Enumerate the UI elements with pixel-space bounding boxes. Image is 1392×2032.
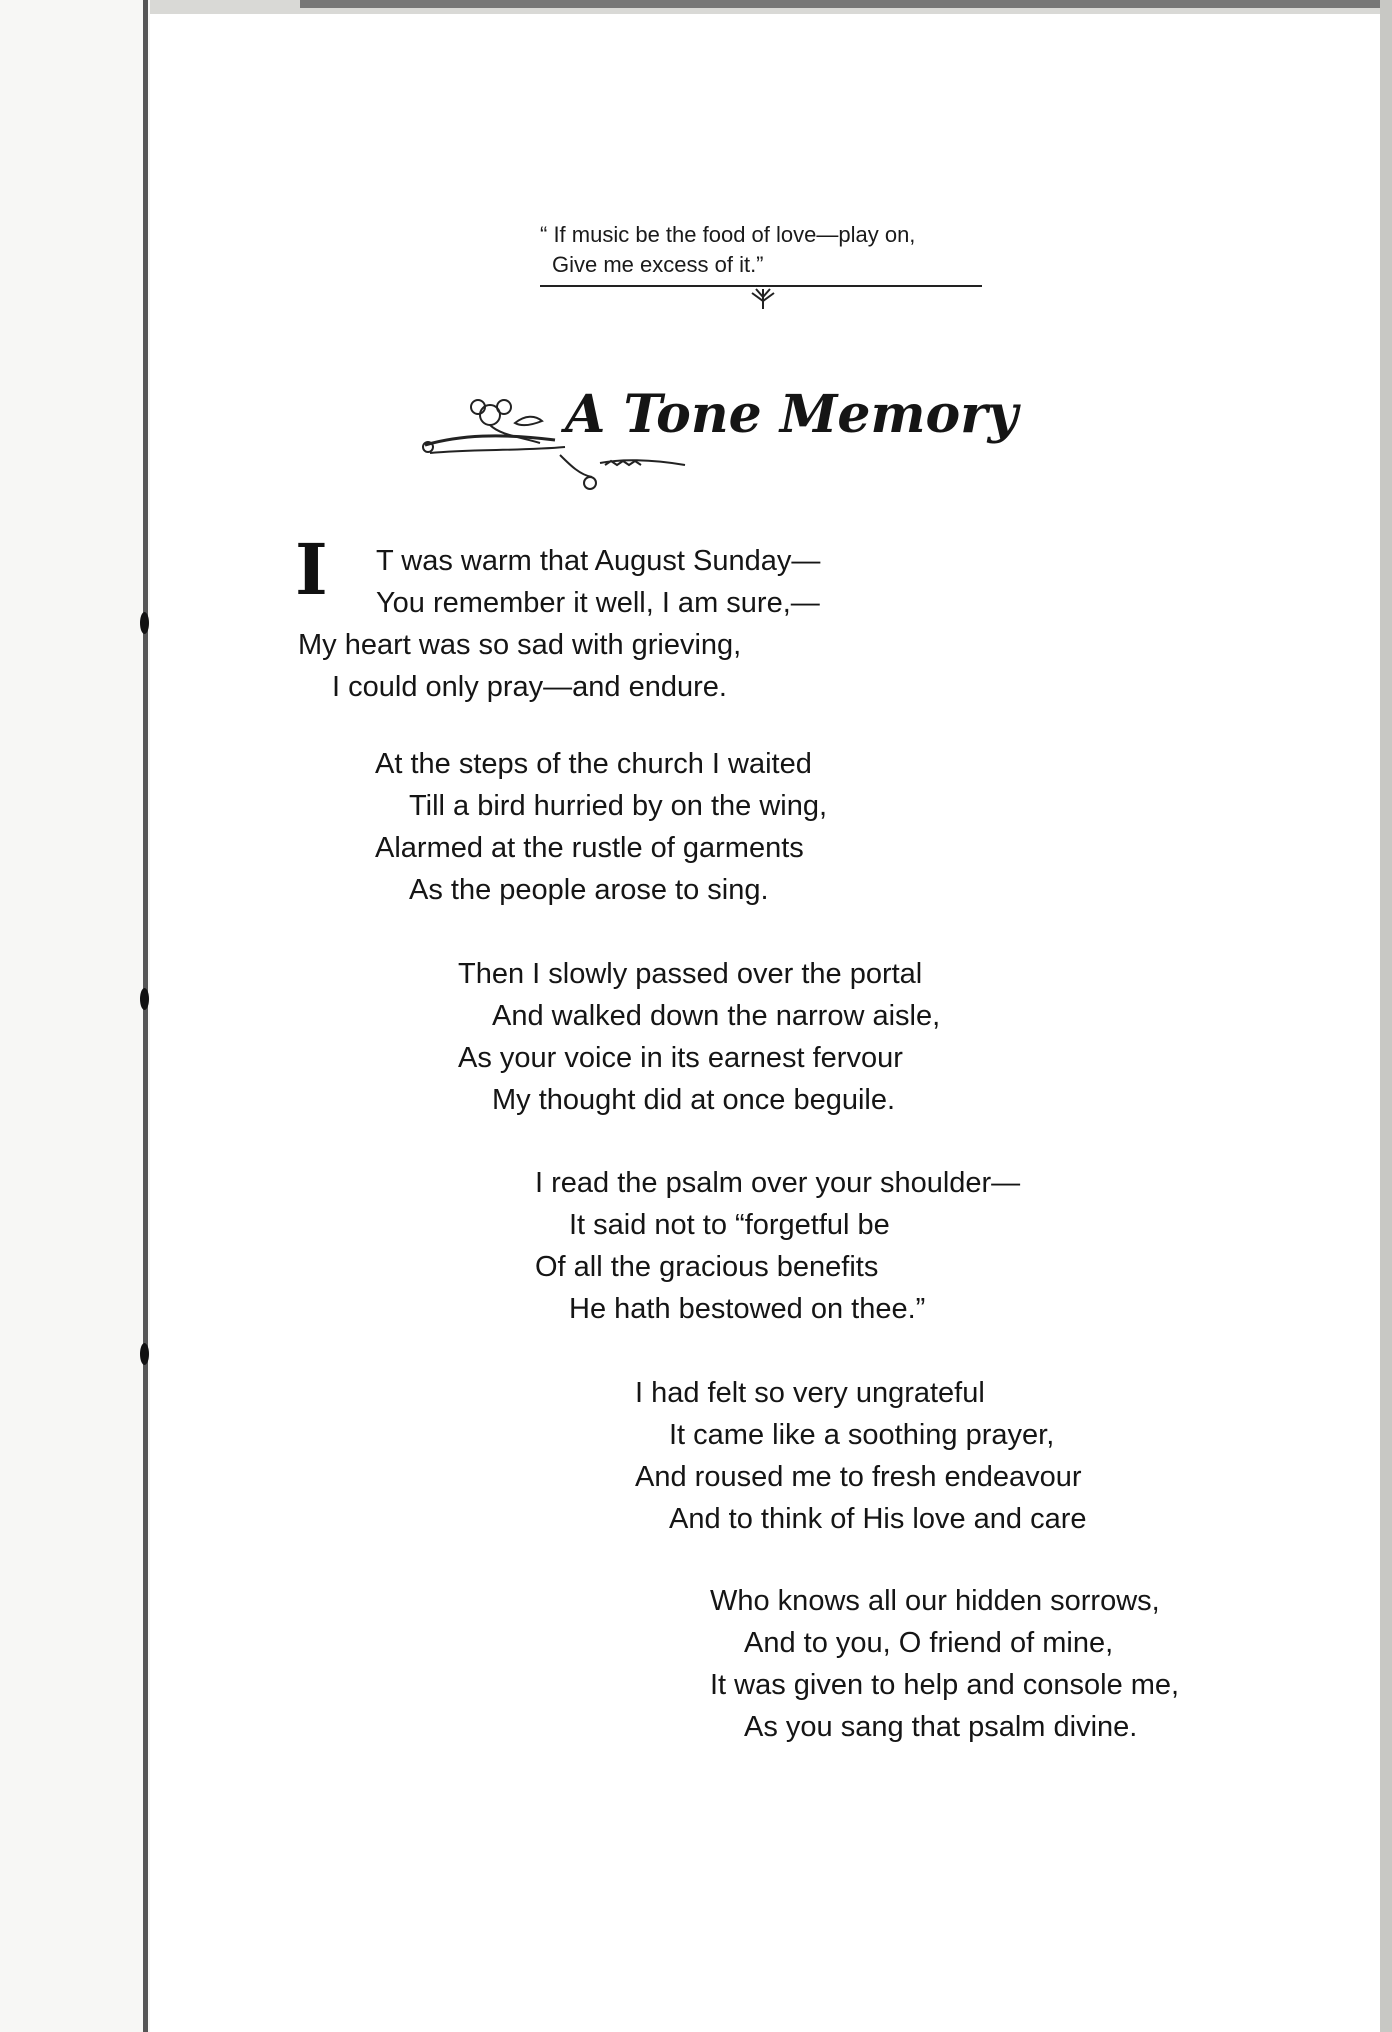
poem-line: He hath bestowed on thee.” [569,1293,926,1325]
poem-line: As the people arose to sing. [409,874,769,906]
poem-line: T was warm that August Sunday— [376,545,821,577]
page-top-shadow [300,0,1380,8]
poem-line: And to you, O friend of mine, [744,1627,1114,1659]
poem-line: At the steps of the church I waited [375,748,812,780]
poem-line: It was given to help and console me, [710,1669,1180,1701]
binding-hole [140,988,149,1010]
binding-hole [140,612,149,634]
poem-line: As your voice in its earnest fervour [458,1042,903,1074]
epigraph-line: “ If music be the food of love—play on, [540,222,916,247]
poem-line: I had felt so very ungrateful [635,1377,985,1409]
poem-line: My heart was so sad with grieving, [298,629,742,661]
poem-line: And walked down the narrow aisle, [492,1000,941,1032]
poem-line: Of all the gracious benefits [535,1251,879,1283]
poem-line: It said not to “forgetful be [569,1209,890,1241]
epigraph [540,220,990,280]
stanza [458,953,940,1121]
stanza [375,743,827,911]
stanza [710,1580,1179,1748]
stanza [298,540,820,708]
stanza [635,1372,1087,1540]
poem-line: It came like a soothing prayer, [669,1419,1055,1451]
poem-line: I read the psalm over your shoulder— [535,1167,1021,1199]
poem-line: Who knows all our hidden sorrows, [710,1585,1160,1617]
poem-line: Alarmed at the rustle of garments [375,832,804,864]
poem-line: I could only pray—and endure. [332,671,727,703]
poem-line: And roused me to fresh endeavour [635,1461,1082,1493]
poem-line: Till a bird hurried by on the wing, [409,790,828,822]
binding-edge [143,0,148,2032]
drop-cap: I [295,528,328,611]
epigraph-line: Give me excess of it.” [552,252,764,277]
poem-line: You remember it well, I am sure,— [376,587,820,619]
book-binding [0,0,150,2032]
stanza [535,1162,1020,1330]
epigraph-ornament-icon [748,287,778,313]
poem-line: Then I slowly passed over the portal [458,958,923,990]
poem-line: And to think of His love and care [669,1503,1087,1535]
page-right-edge [1380,0,1392,2032]
binding-hole [140,1343,149,1365]
poem-line: As you sang that psalm divine. [744,1711,1138,1743]
poem-line: My thought did at once beguile. [492,1084,896,1116]
poem-title: A Tone Memory [565,384,1018,445]
